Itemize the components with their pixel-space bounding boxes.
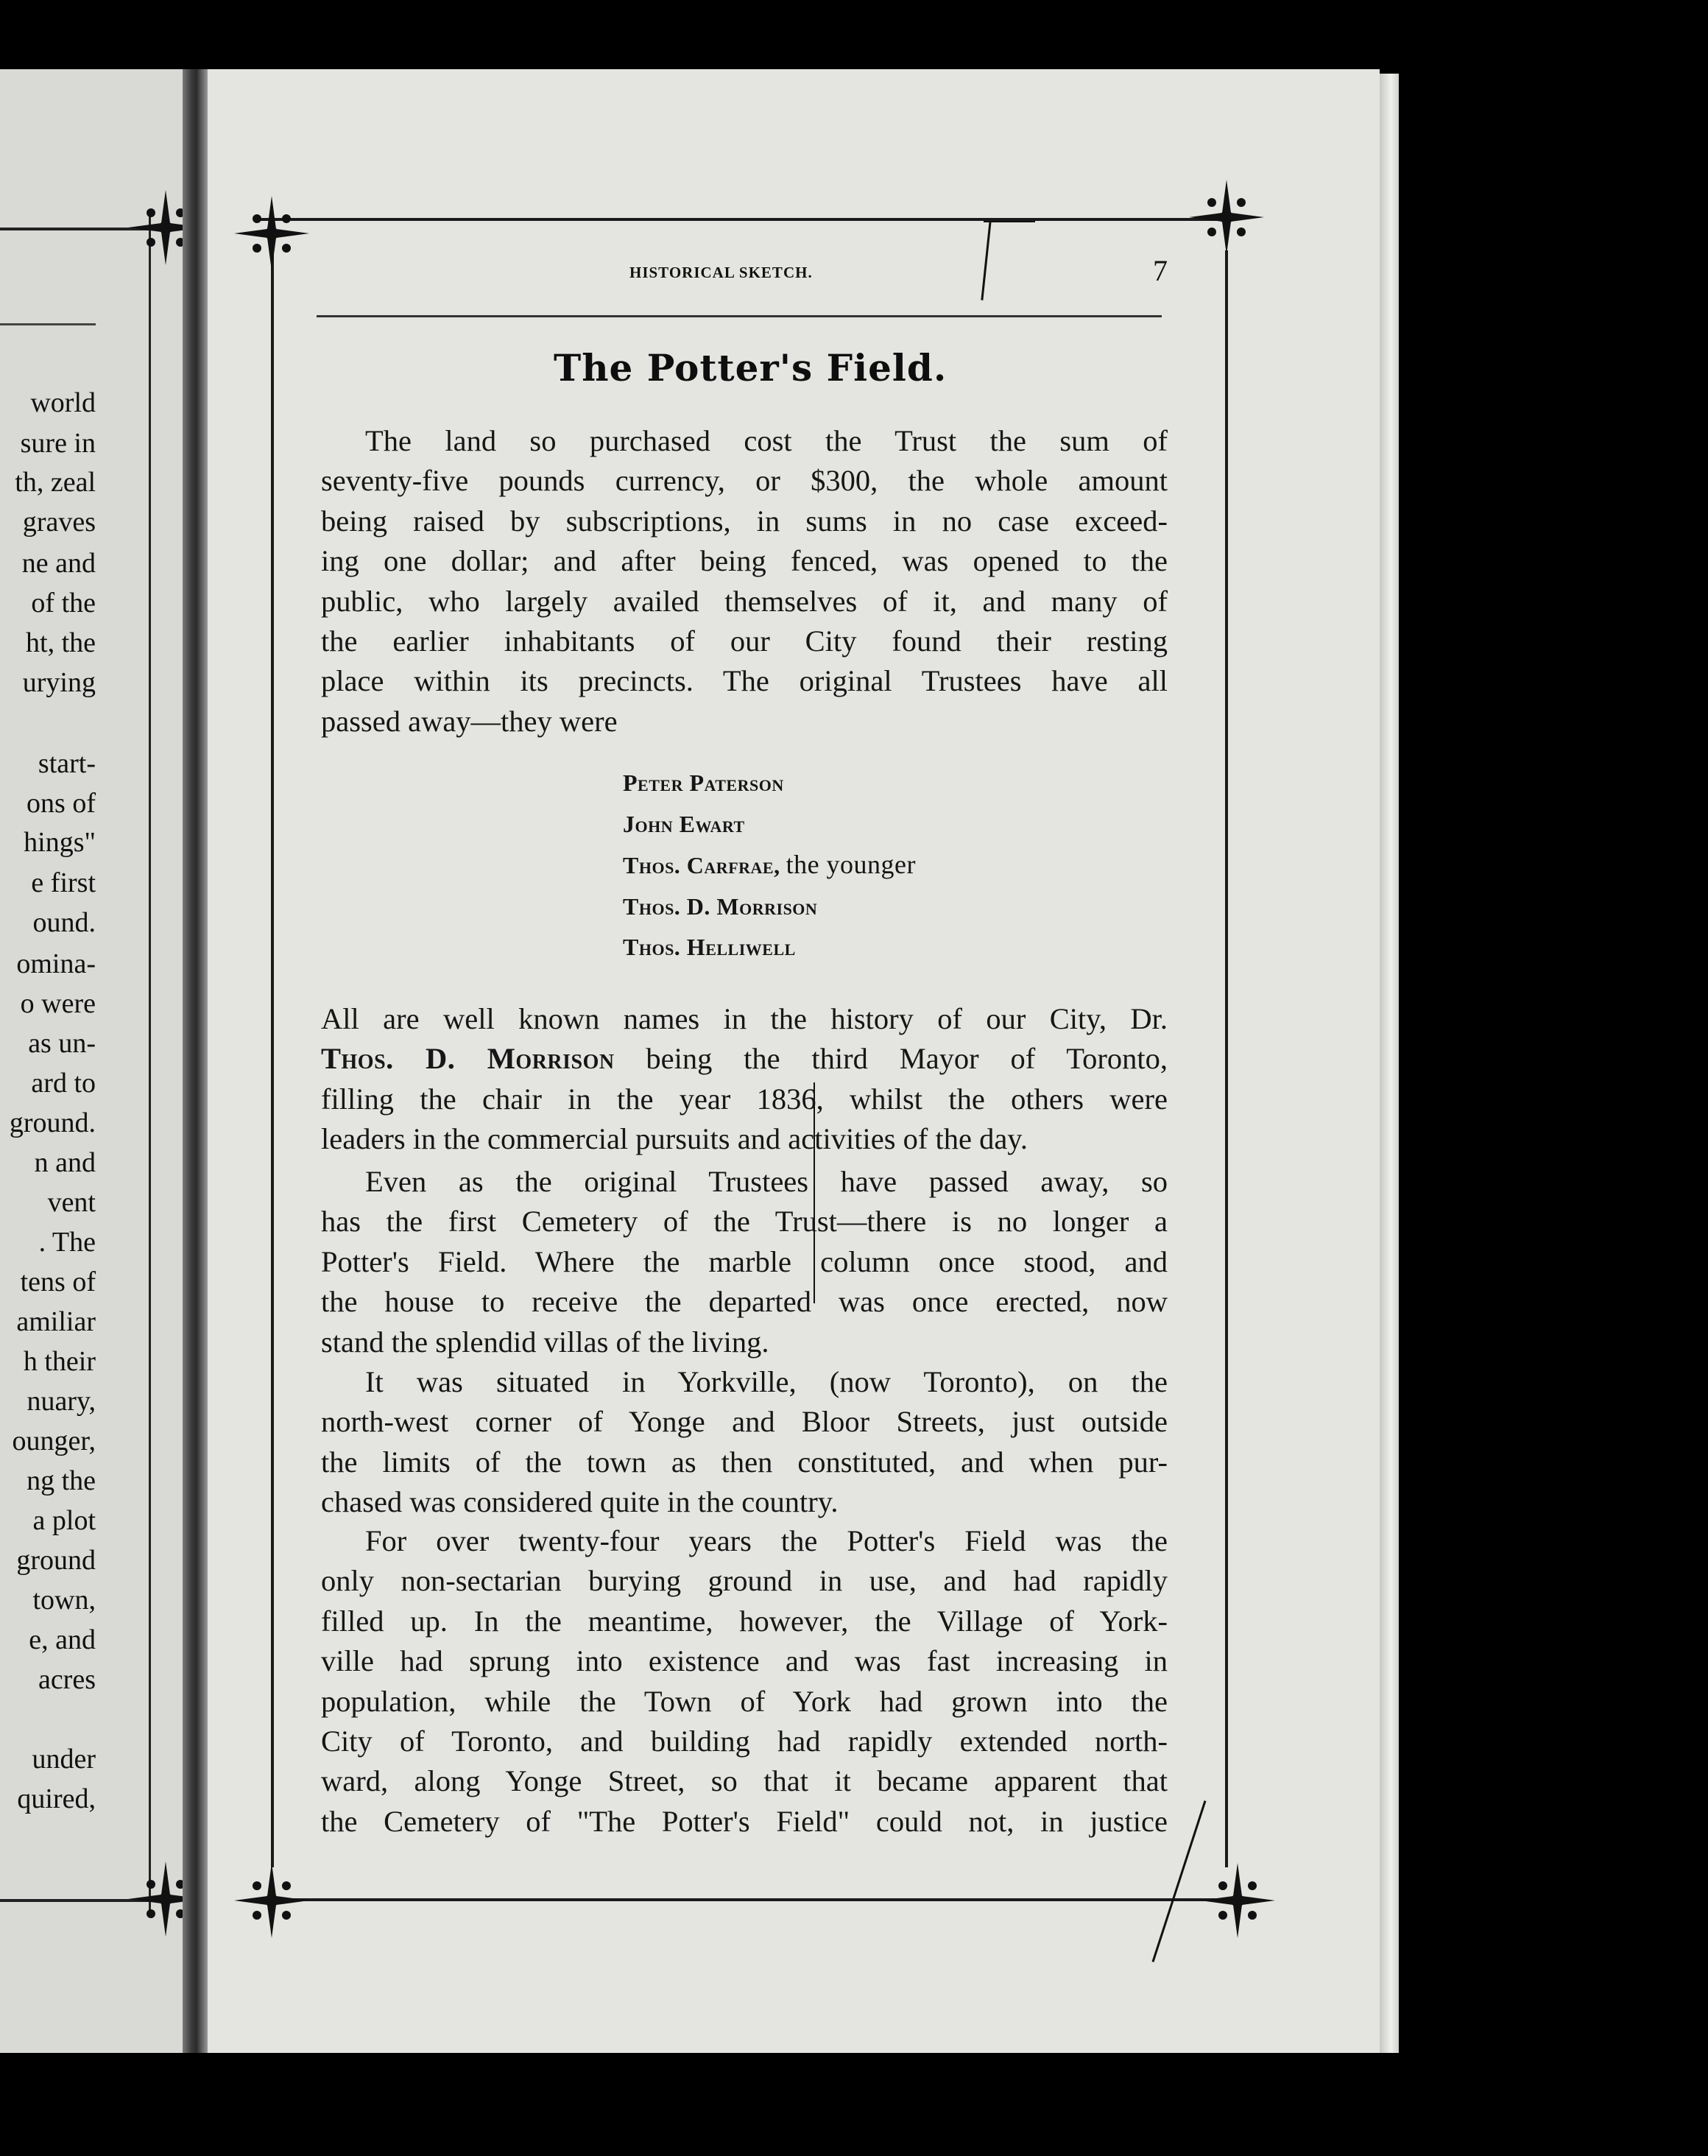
trustee-item: Thos. D. Morrison (623, 892, 818, 920)
left-page-fragment: h their (23, 1346, 96, 1377)
book-gutter (183, 69, 208, 2053)
text-line: All are well known names in the history of our City, Dr. (321, 1002, 1168, 1035)
left-page-fragment: ht, the (26, 627, 96, 658)
left-page-fragment: sure in (20, 428, 96, 459)
ornament-bottom-right-icon (1197, 1860, 1278, 1941)
text-line: filled up. In the meantime, however, the Village of York- (321, 1604, 1168, 1638)
left-page-fragment: omina- (16, 948, 96, 979)
text-line: being raised by subscriptions, in sums in no case exceed- (321, 504, 1168, 538)
left-page-fragment: under (32, 1744, 96, 1775)
frame-left-line (271, 250, 274, 1867)
left-page-fragment: vent (47, 1187, 96, 1218)
header-rule (317, 315, 1162, 317)
mayor-name: Thos. D. Morrison (321, 1042, 615, 1076)
text-line: the house to receive the departed was once erected, now (321, 1285, 1168, 1319)
text-line: ing one dollar; and after being fenced, was opened to the (321, 544, 1168, 578)
left-page-fragment: e, and (29, 1624, 96, 1655)
pencil-mark (984, 221, 1035, 222)
text-line: place within its precincts. The original Trustees have all (321, 664, 1168, 698)
text-line: Thos. D. Morrison being the third Mayor of Toronto, (321, 1042, 1168, 1076)
left-page-head-rule (0, 323, 96, 325)
section-title: The Potter's Field. (554, 346, 947, 390)
text-line: north-west corner of Yonge and Bloor Streets, just outside (321, 1405, 1168, 1439)
left-page-fragment: hings" (24, 827, 96, 858)
left-page-fragment: town, (32, 1585, 96, 1616)
text-line: City of Toronto, and building had rapidly extended north- (321, 1725, 1168, 1758)
left-page-fragment: acres (38, 1664, 96, 1695)
left-page-fragment: ne and (21, 548, 96, 579)
left-page-fragment: . The (38, 1227, 96, 1258)
left-page-fragment: e first (31, 867, 96, 898)
text-line: the Cemetery of "The Potter's Field" could not, in justice (321, 1804, 1168, 1838)
running-head: HISTORICAL SKETCH. (629, 264, 813, 281)
trustees-list (623, 763, 916, 968)
page-number: 7 (1153, 254, 1168, 287)
text-line: stand the splendid villas of the living. (321, 1325, 769, 1359)
left-page-fragment: o were (20, 988, 96, 1019)
left-page-fragment: urying (22, 667, 96, 698)
left-page-fragment: ng the (27, 1465, 96, 1496)
text-line: has the first Cemetery of the Trust—there is no longer a (321, 1205, 1168, 1239)
left-page-ornament-bottom-icon (125, 1859, 183, 1940)
left-page-fragment: quired, (17, 1783, 96, 1814)
left-page-fragment: ard to (31, 1068, 96, 1099)
frame-bottom-line (258, 1898, 1227, 1901)
text-line: leaders in the commercial pursuits and activities of the day. (321, 1122, 1028, 1156)
left-facing-page (0, 69, 183, 2053)
text-line: ville had sprung into existence and was fast increasing in (321, 1644, 1168, 1678)
text-line: For over twenty-four years the Potter's Field was the (365, 1524, 1168, 1557)
text-line: the limits of the town as then constituted, and when pur- (321, 1445, 1168, 1479)
text-line: only non-sectarian burying ground in use, and had rapidly (321, 1564, 1168, 1598)
left-page-fragment: ound. (32, 907, 96, 938)
left-page-fragment: th, zeal (15, 467, 96, 498)
text-line: passed away—they were (321, 704, 618, 738)
paragraph-3 (321, 1162, 1168, 1362)
text-line: ward, along Yonge Street, so that it became apparent that (321, 1764, 1168, 1798)
trustee-item: Peter Paterson (623, 769, 784, 796)
left-page-fragment: start- (38, 748, 96, 779)
frame-right-line (1225, 250, 1228, 1867)
trustee-suffix: the younger (786, 850, 917, 879)
text-line: Even as the original Trustees have passed away, so (365, 1165, 1168, 1198)
text-line: The land so purchased cost the Trust the sum of (365, 424, 1168, 457)
frame-top-line (258, 218, 1227, 221)
text-line: Potter's Field. Where the marble column once stood, and (321, 1244, 1168, 1278)
trustee-item: Thos. Helliwell (623, 934, 796, 960)
left-page-fragment: ons of (27, 788, 96, 819)
left-page-fragment: world (30, 387, 96, 418)
left-page-fragment: amiliar (16, 1306, 96, 1337)
left-page-fragment: n and (34, 1147, 96, 1178)
text-line: It was situated in Yorkville, (now Toronto), on the (365, 1365, 1168, 1398)
page-edge (1380, 74, 1399, 2053)
paragraph-5 (321, 1521, 1168, 1842)
paragraph-1 (321, 421, 1168, 741)
left-page-fragment: graves (22, 507, 96, 538)
text-line: seventy-five pounds currency, or $300, the whole amount (321, 464, 1168, 498)
left-page-fragment: a plot (32, 1505, 96, 1536)
left-page-ornament-top-icon (125, 187, 183, 268)
trustee-item: Thos. Carfrae, the younger (623, 850, 917, 879)
text-line: population, while the Town of York had grown into the (321, 1684, 1168, 1718)
left-page-fragment: ground. (9, 1107, 96, 1138)
paragraph-2 (321, 999, 1168, 1160)
left-page-fragment: as un- (28, 1028, 96, 1059)
paragraph-4 (321, 1362, 1168, 1523)
left-page-fragment: tens of (20, 1267, 96, 1297)
ornament-top-right-icon (1186, 177, 1267, 258)
text-line: filling the chair in the year 1836, whilst the others were (321, 1082, 1168, 1116)
left-page-fragment: nuary, (27, 1386, 96, 1417)
text-line: the earlier inhabitants of our City found their resting (321, 624, 1168, 658)
trustee-item: John Ewart (623, 810, 745, 837)
left-page-fragment: ground (16, 1545, 96, 1576)
ornament-bottom-left-icon (231, 1860, 312, 1941)
ornament-top-left-icon (231, 193, 312, 274)
left-page-fragment: of the (31, 588, 96, 619)
text-line: public, who largely availed themselves of it, and many of (321, 584, 1168, 618)
text-line: chased was considered quite in the country. (321, 1485, 839, 1519)
left-page-fragment: ounger, (12, 1426, 96, 1456)
